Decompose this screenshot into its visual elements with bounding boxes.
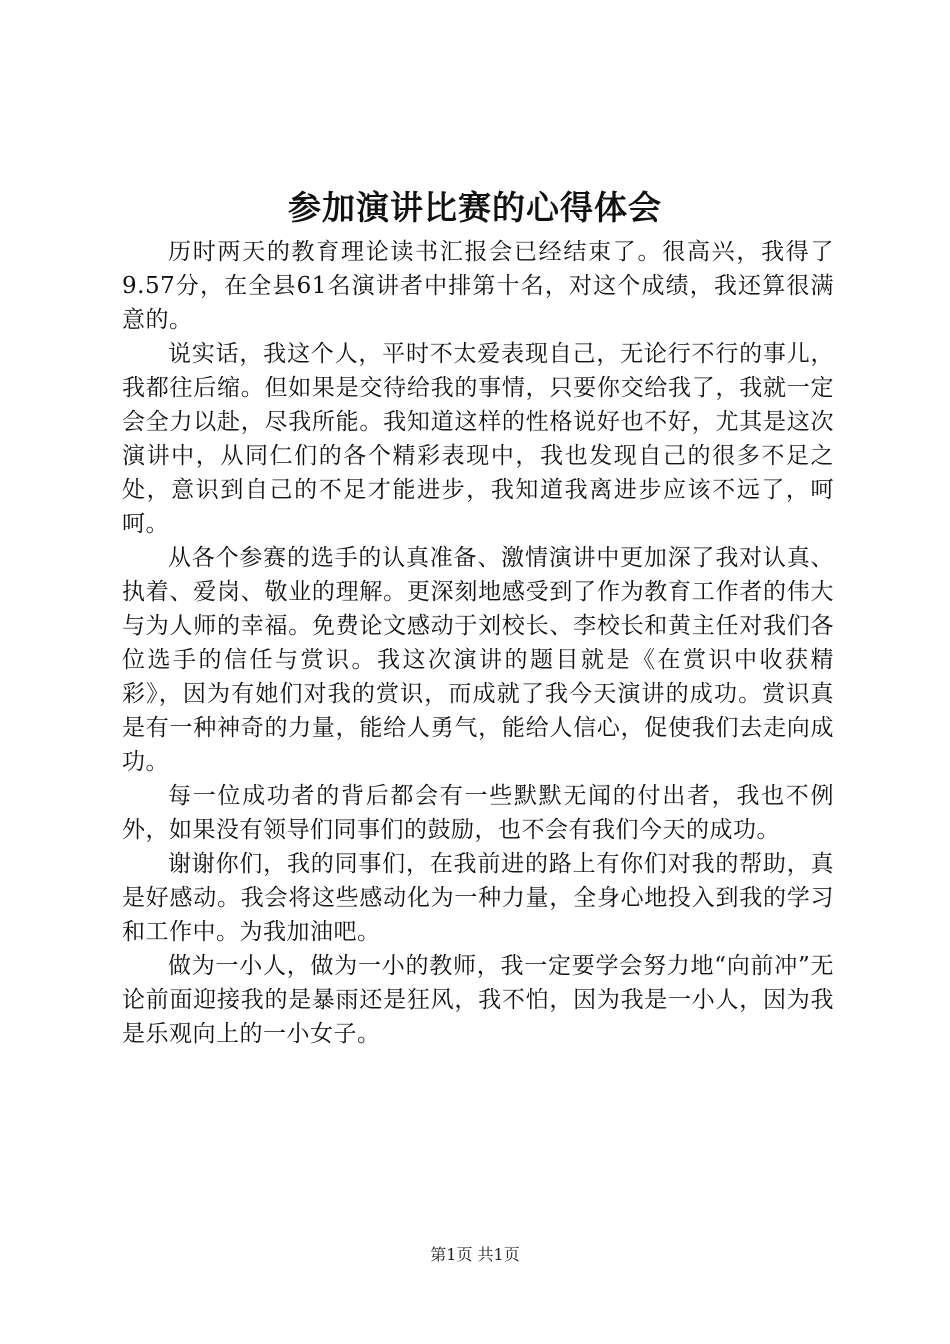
page-title: 参加演讲比赛的心得体会: [288, 188, 662, 227]
paragraph-4: 每一位成功者的背后都会有一些默默无闻的付出者，我也不例外，如果没有领导们同事们的鼓励，也不会有我们今天的成功。: [122, 783, 834, 843]
document-body: [122, 235, 834, 1051]
paragraph-6: 做为一小人，做为一小的教师，我一定要学会努力地“向前冲”无论前面迎接我的是暴雨还是狂风，我不怕，因为我是一小人，因为我是乐观向上的一小女子。: [122, 953, 834, 1047]
paragraph-3: 从各个参赛的选手的认真准备、激情演讲中更加深了我对认真、执着、爱岗、敬业的理解。更深刻地感受到了作为教育工作者的伟大与为人师的幸福。免费论文感动于刘校长、李校长和黄主任对我们各位选手的信任与赏识。我这次演讲的题目就是《在赏识中收获精彩》，因为有她们对我的赏识，而成就了我今天演讲的成功。赏识真是有一种神奇的力量，能给人勇气，能给人信心，促使我们去走向成功。: [122, 545, 834, 775]
paragraph-5: 谢谢你们，我的同事们，在我前进的路上有你们对我的帮助，真是好感动。我会将这些感动化为一种力量，全身心地投入到我的学习和工作中。为我加油吧。: [122, 851, 834, 945]
paragraph-1: 历时两天的教育理论读书汇报会已经结束了。很高兴，我得了9.57分，在全县61名演讲者中排第十名，对这个成绩，我还算很满意的。: [122, 239, 834, 333]
paragraph-2: 说实话，我这个人，平时不太爱表现自己，无论行不行的事儿，我都往后缩。但如果是交待给我的事情，只要你交给我了，我就一定会全力以赴，尽我所能。我知道这样的性格说好也不好，尤其是这次演讲中，从同仁们的各个精彩表现中，我也发现自己的很多不足之处，意识到自己的不足才能进步，我知道我离进步应该不远了，呵呵。: [122, 341, 834, 537]
page-footer: 第1页 共1页: [430, 1245, 520, 1264]
